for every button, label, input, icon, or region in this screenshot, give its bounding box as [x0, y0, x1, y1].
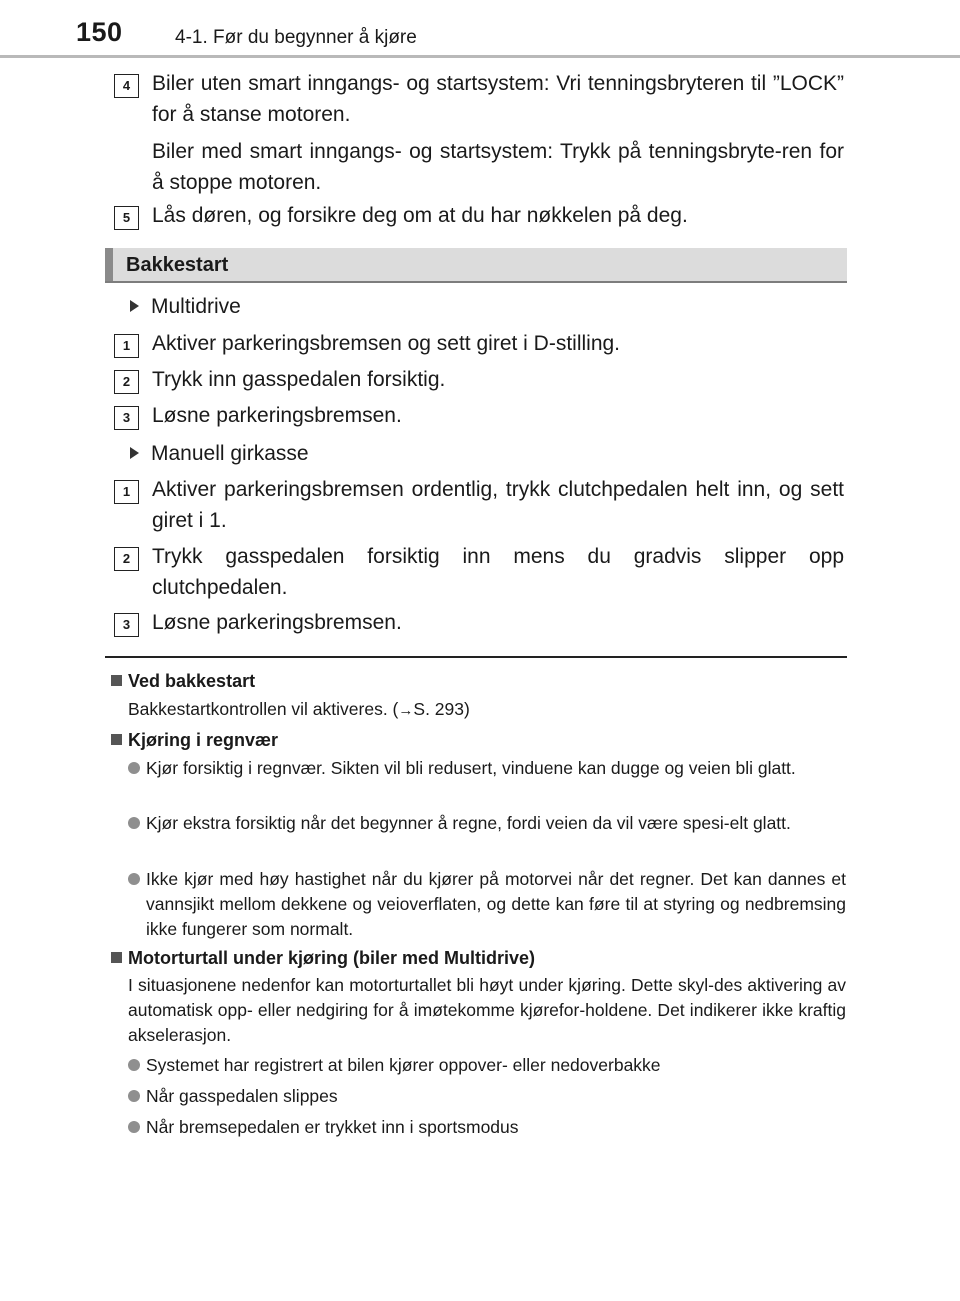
rpm-bullet-1: [128, 1053, 846, 1078]
step-number-badge: 1: [114, 480, 139, 504]
notes-divider: [105, 656, 847, 658]
step-text: Løsne parkeringsbremsen.: [152, 611, 402, 634]
step-number-badge: 3: [114, 613, 139, 637]
multidrive-step-3: [114, 400, 844, 431]
arrow-right-icon: →: [398, 702, 414, 719]
step-text: Trykk gasspedalen forsiktig inn mens du gradvis slipper opp clutchpedalen.: [152, 545, 844, 599]
circle-bullet-icon: [128, 873, 140, 885]
note-heading-text: Motorturtall under kjøring (biler med Multidrive): [128, 948, 536, 968]
step-text: Biler uten smart inngangs- og startsystem: Vri tenningsbryteren til ”LOCK” for å stanse motoren.: [152, 72, 844, 126]
rpm-bullet-3: [128, 1115, 846, 1140]
multidrive-step-2: [114, 364, 844, 395]
note-heading-rpm: [111, 945, 535, 971]
section-title: Bakkestart: [126, 254, 229, 276]
bullet-text: Ikke kjør med høy hastighet når du kjører på motorvei når det regner. Det kan dannes et vannsjikt mellom dekkene og veioverflaten, og dette kan føre til at styring og nedbremsing ikke fungerer som normalt.: [146, 869, 846, 939]
chapter-title: 4-1. Før du begynner å kjøre: [175, 27, 417, 48]
triangle-bullet-icon: [130, 447, 139, 459]
manual-step-1: [114, 474, 844, 536]
manual-step-3: [114, 607, 844, 638]
circle-bullet-icon: [128, 762, 140, 774]
step-number-badge: 5: [114, 206, 139, 230]
section-header: [105, 248, 847, 283]
step-number-badge: 1: [114, 334, 139, 358]
section-accent: [105, 248, 113, 281]
bullet-text: Systemet har registrert at bilen kjører oppover- eller nedoverbakke: [146, 1055, 661, 1075]
circle-bullet-icon: [128, 1090, 140, 1102]
step-text: Lås døren, og forsikre deg om at du har nøkkelen på deg.: [152, 204, 688, 227]
note-heading-rain: [111, 727, 278, 753]
multidrive-step-1: [114, 328, 844, 359]
square-bullet-icon: [111, 675, 122, 686]
square-bullet-icon: [111, 952, 122, 963]
note-body-rpm: I situasjonene nedenfor kan motorturtallet bli høyt under kjøring. Dette skyl-des aktivering av automatisk opp- eller nedgiring for å imøtekomme kjørefor-holdene. Det indikerer ikke kraftig akselerasjon.: [128, 975, 846, 1045]
bullet-text: Kjør ekstra forsiktig når det begynner å regne, fordi veien da vil være spesi-elt glatt.: [146, 813, 791, 833]
page-header: [0, 0, 960, 60]
step-text: Aktiver parkeringsbremsen og sett giret i D-stilling.: [152, 332, 621, 355]
subheading-manual: [130, 438, 850, 469]
rain-bullet-1: [128, 756, 846, 781]
rain-bullet-3: [128, 867, 846, 942]
circle-bullet-icon: [128, 1121, 140, 1133]
step-number-badge: 2: [114, 547, 139, 571]
step-number-badge: 3: [114, 406, 139, 430]
note-body-text: Bakkestartkontrollen vil aktiveres. (: [128, 699, 399, 719]
circle-bullet-icon: [128, 1059, 140, 1071]
page-reference[interactable]: S. 293): [413, 699, 470, 719]
circle-bullet-icon: [128, 817, 140, 829]
step-4: [114, 68, 844, 198]
rain-bullet-2: [128, 811, 846, 836]
step-text: Biler med smart inngangs- og startsystem: Trykk på tenningsbryte-ren for å stoppe motoren.: [152, 140, 844, 194]
note-heading-hill-start: [111, 668, 255, 694]
note-heading-text: Ved bakkestart: [128, 671, 256, 691]
subheading-multidrive: [130, 291, 850, 322]
step-text: Trykk inn gasspedalen forsiktig.: [152, 368, 446, 391]
bullet-text: Når bremsepedalen er trykket inn i sportsmodus: [146, 1117, 519, 1137]
note-heading-text: Kjøring i regnvær: [128, 730, 279, 750]
step-number-badge: 4: [114, 74, 139, 98]
step-text: Aktiver parkeringsbremsen ordentlig, trykk clutchpedalen helt inn, og sett giret i 1.: [152, 478, 844, 532]
triangle-bullet-icon: [130, 300, 139, 312]
subheading-text: Multidrive: [151, 295, 241, 318]
bullet-text: Kjør forsiktig i regnvær. Sikten vil bli redusert, vinduene kan dugge og veien bli glatt.: [146, 758, 796, 778]
step-5: [114, 200, 844, 231]
step-number-badge: 2: [114, 370, 139, 394]
manual-step-2: [114, 541, 844, 603]
step-text: Løsne parkeringsbremsen.: [152, 404, 402, 427]
bullet-text: Når gasspedalen slippes: [146, 1086, 338, 1106]
subheading-text: Manuell girkasse: [151, 442, 309, 465]
header-rule: [0, 55, 960, 58]
rpm-bullet-2: [128, 1084, 846, 1109]
square-bullet-icon: [111, 734, 122, 745]
page-number: 150: [76, 17, 123, 47]
note-body-hill-start: [128, 697, 846, 723]
